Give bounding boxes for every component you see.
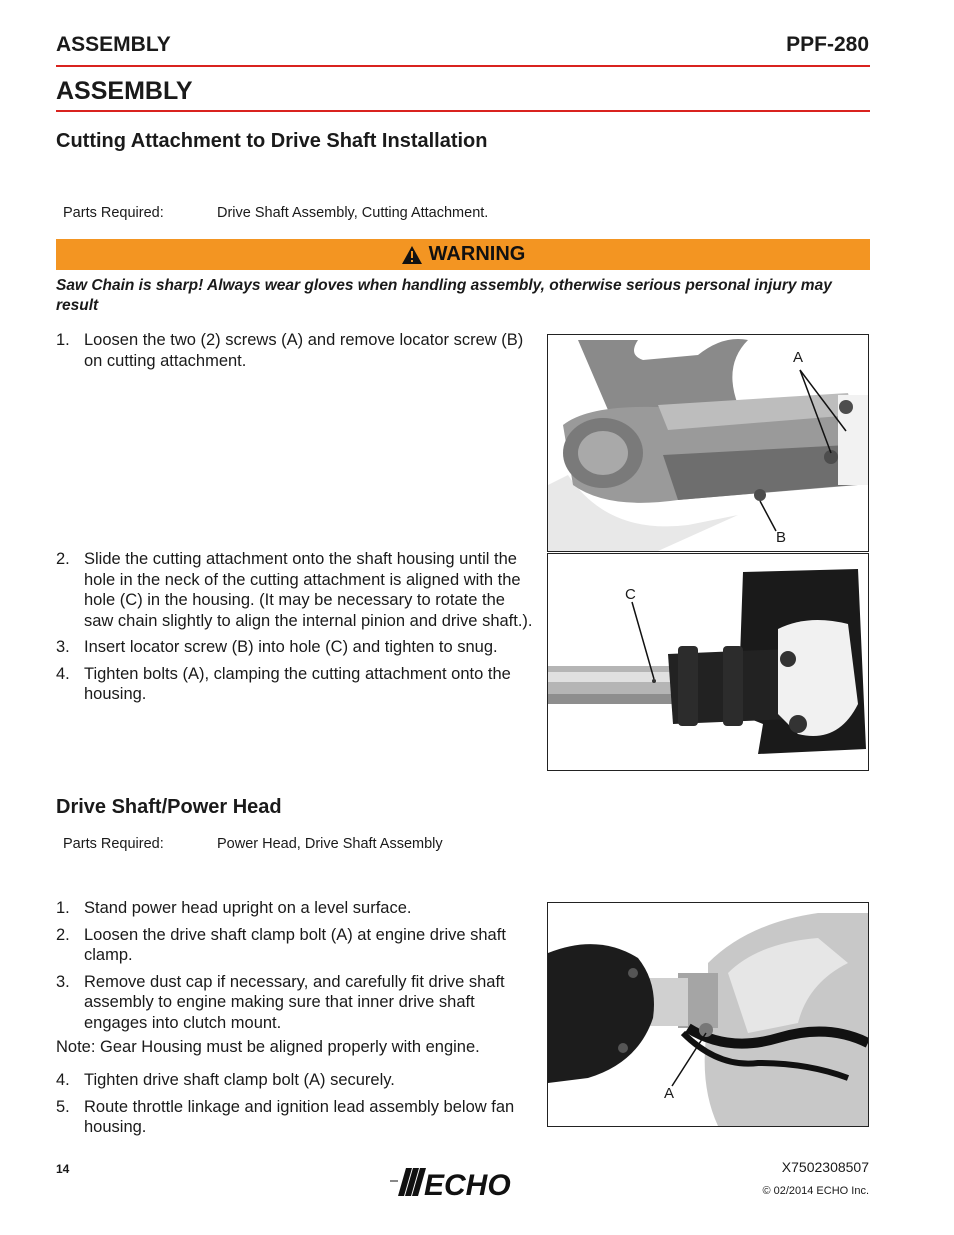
- echo-logo-mark-icon: [390, 1165, 540, 1199]
- callout-label-b: B: [776, 529, 787, 546]
- warning-banner: [56, 239, 870, 270]
- photo-shaft-housing-hole: [547, 553, 869, 771]
- step-text: Route throttle linkage and ignition lead assembly below fan housing.: [84, 1097, 515, 1136]
- photo-drive-shaft-clamp: [547, 902, 869, 1127]
- step-text: Loosen the drive shaft clamp bolt (A) at engine drive shaft clamp.: [84, 925, 506, 964]
- steps-list-1a: [56, 330, 536, 377]
- steps-list-2a: [56, 898, 531, 1039]
- parts-required-2: [63, 836, 443, 852]
- callout-label-a: A: [664, 1085, 675, 1102]
- step-number: 5.: [56, 1097, 70, 1116]
- step-number: 4.: [56, 1071, 70, 1089]
- photo-cutting-attachment-screws: [547, 334, 869, 552]
- parts-required-value: Drive Shaft Assembly, Cutting Attachment.: [217, 205, 489, 221]
- list-item: [56, 898, 531, 919]
- echo-logo: [390, 1165, 540, 1204]
- list-item: [56, 1070, 541, 1091]
- step-number: 3.: [56, 972, 70, 991]
- parts-required-label: Parts Required:: [63, 836, 164, 852]
- step-number: 2.: [56, 925, 70, 944]
- section-heading-drive-shaft: Drive Shaft/Power Head: [56, 796, 282, 818]
- step-number: 4.: [56, 664, 70, 683]
- header-rule: [56, 65, 870, 67]
- step-text: Stand power head upright on a level surface.: [84, 899, 412, 917]
- list-item: [56, 1097, 541, 1138]
- step-number: 1.: [56, 331, 70, 349]
- warning-triangle-icon: [401, 245, 423, 265]
- step-number: 1.: [56, 899, 70, 917]
- page-title: ASSEMBLY: [56, 77, 193, 105]
- running-header-section: ASSEMBLY: [56, 33, 171, 56]
- parts-required-label: Parts Required:: [63, 205, 164, 221]
- title-rule: [56, 110, 870, 112]
- running-header-model: PPF-280: [786, 33, 869, 56]
- list-item: [56, 330, 536, 371]
- step-text: Tighten drive shaft clamp bolt (A) securely.: [84, 1071, 395, 1089]
- step-text: Slide the cutting attachment onto the shaft housing until the hole in the neck of the cutting attachment is aligned with the hole (C) in the housing. (It may be necessary to rotate the saw chain slightly to align the internal pinion and drive shaft.).: [84, 550, 533, 630]
- list-item: [56, 972, 531, 1034]
- document-code: X7502308507: [781, 1159, 869, 1175]
- warning-label: WARNING: [428, 243, 526, 265]
- parts-required-value: Power Head, Drive Shaft Assembly: [217, 836, 443, 852]
- list-item: [56, 925, 531, 966]
- step-text: Remove dust cap if necessary, and carefully fit drive shaft assembly to engine making sure that inner drive shaft engages into clutch mount.: [84, 972, 505, 1032]
- step-text: Loosen the two (2) screws (A) and remove locator screw (B) on cutting attachment.: [84, 331, 524, 370]
- step-text: Tighten bolts (A), clamping the cutting attachment onto the housing.: [84, 664, 511, 703]
- section-heading-cutting-attachment: Cutting Attachment to Drive Shaft Installation: [56, 130, 488, 152]
- list-item: [56, 664, 538, 705]
- warning-text: Saw Chain is sharp! Always wear gloves when handling assembly, otherwise serious personal injury may result: [56, 277, 832, 314]
- callout-label-c: C: [625, 586, 636, 603]
- steps-list-2b: [56, 1070, 541, 1144]
- steps-list-1b: [56, 549, 538, 711]
- page-number: 14: [56, 1162, 70, 1176]
- step-number: 2.: [56, 550, 70, 568]
- parts-required-1: [63, 205, 489, 221]
- list-item: [56, 637, 538, 658]
- step-number: 3.: [56, 638, 70, 656]
- step-text: Insert locator screw (B) into hole (C) and tighten to snug.: [84, 638, 498, 656]
- callout-label-a: A: [793, 349, 804, 366]
- echo-logo-text: ECHO: [424, 1169, 511, 1199]
- copyright: © 02/2014 ECHO Inc.: [762, 1185, 869, 1197]
- list-item: [56, 549, 538, 631]
- note-text: Note: Gear Housing must be aligned properly with engine.: [56, 1038, 480, 1056]
